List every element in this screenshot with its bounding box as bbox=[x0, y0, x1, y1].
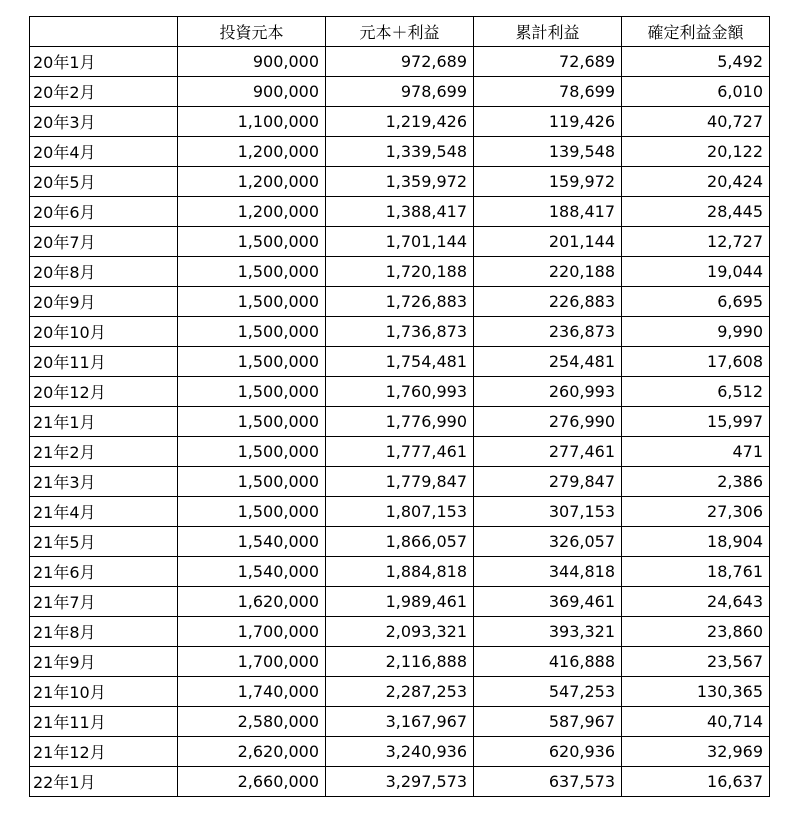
cell-realized-profit: 17,608 bbox=[622, 347, 770, 377]
table-row bbox=[30, 317, 770, 347]
cell-cumulative-profit: 139,548 bbox=[474, 137, 622, 167]
cell-realized-profit: 9,990 bbox=[622, 317, 770, 347]
table-row bbox=[30, 77, 770, 107]
investment-table bbox=[29, 16, 770, 797]
cell-month: 20年1月 bbox=[30, 47, 178, 77]
cell-month: 21年8月 bbox=[30, 617, 178, 647]
cell-principal: 1,500,000 bbox=[178, 317, 326, 347]
cell-cumulative-profit: 279,847 bbox=[474, 467, 622, 497]
cell-realized-profit: 28,445 bbox=[622, 197, 770, 227]
table-row bbox=[30, 677, 770, 707]
cell-cumulative-profit: 307,153 bbox=[474, 497, 622, 527]
table-row bbox=[30, 47, 770, 77]
cell-principal: 1,500,000 bbox=[178, 257, 326, 287]
table-row bbox=[30, 557, 770, 587]
table-row bbox=[30, 377, 770, 407]
cell-realized-profit: 23,567 bbox=[622, 647, 770, 677]
cell-month: 21年1月 bbox=[30, 407, 178, 437]
cell-principal: 2,620,000 bbox=[178, 737, 326, 767]
cell-realized-profit: 40,727 bbox=[622, 107, 770, 137]
cell-principal-plus-profit: 1,754,481 bbox=[326, 347, 474, 377]
cell-month: 20年12月 bbox=[30, 377, 178, 407]
cell-month: 20年9月 bbox=[30, 287, 178, 317]
cell-principal-plus-profit: 1,736,873 bbox=[326, 317, 474, 347]
cell-month: 20年10月 bbox=[30, 317, 178, 347]
cell-cumulative-profit: 276,990 bbox=[474, 407, 622, 437]
cell-principal-plus-profit: 1,866,057 bbox=[326, 527, 474, 557]
table-row bbox=[30, 167, 770, 197]
cell-cumulative-profit: 393,321 bbox=[474, 617, 622, 647]
cell-month: 20年3月 bbox=[30, 107, 178, 137]
cell-principal-plus-profit: 972,689 bbox=[326, 47, 474, 77]
cell-cumulative-profit: 260,993 bbox=[474, 377, 622, 407]
cell-cumulative-profit: 277,461 bbox=[474, 437, 622, 467]
cell-principal: 1,500,000 bbox=[178, 437, 326, 467]
cell-principal-plus-profit: 1,339,548 bbox=[326, 137, 474, 167]
cell-cumulative-profit: 637,573 bbox=[474, 767, 622, 797]
cell-principal: 1,740,000 bbox=[178, 677, 326, 707]
table-row bbox=[30, 437, 770, 467]
cell-realized-profit: 471 bbox=[622, 437, 770, 467]
cell-principal-plus-profit: 1,779,847 bbox=[326, 467, 474, 497]
cell-realized-profit: 20,424 bbox=[622, 167, 770, 197]
cell-principal-plus-profit: 1,760,993 bbox=[326, 377, 474, 407]
cell-cumulative-profit: 344,818 bbox=[474, 557, 622, 587]
cell-cumulative-profit: 587,967 bbox=[474, 707, 622, 737]
cell-principal: 2,580,000 bbox=[178, 707, 326, 737]
cell-cumulative-profit: 159,972 bbox=[474, 167, 622, 197]
header-principal: 投資元本 bbox=[178, 17, 326, 47]
cell-realized-profit: 18,761 bbox=[622, 557, 770, 587]
cell-month: 21年5月 bbox=[30, 527, 178, 557]
cell-principal: 2,660,000 bbox=[178, 767, 326, 797]
cell-realized-profit: 15,997 bbox=[622, 407, 770, 437]
header-row bbox=[30, 17, 770, 47]
cell-cumulative-profit: 72,689 bbox=[474, 47, 622, 77]
table-row bbox=[30, 257, 770, 287]
cell-realized-profit: 19,044 bbox=[622, 257, 770, 287]
cell-month: 21年12月 bbox=[30, 737, 178, 767]
table-row bbox=[30, 137, 770, 167]
cell-cumulative-profit: 236,873 bbox=[474, 317, 622, 347]
cell-principal-plus-profit: 1,701,144 bbox=[326, 227, 474, 257]
cell-month: 20年8月 bbox=[30, 257, 178, 287]
cell-principal-plus-profit: 1,777,461 bbox=[326, 437, 474, 467]
cell-principal-plus-profit: 1,726,883 bbox=[326, 287, 474, 317]
cell-realized-profit: 18,904 bbox=[622, 527, 770, 557]
cell-principal-plus-profit: 1,989,461 bbox=[326, 587, 474, 617]
cell-realized-profit: 20,122 bbox=[622, 137, 770, 167]
cell-principal-plus-profit: 3,297,573 bbox=[326, 767, 474, 797]
cell-month: 21年11月 bbox=[30, 707, 178, 737]
cell-principal: 1,500,000 bbox=[178, 497, 326, 527]
cell-realized-profit: 2,386 bbox=[622, 467, 770, 497]
table-row bbox=[30, 407, 770, 437]
cell-principal-plus-profit: 3,240,936 bbox=[326, 737, 474, 767]
table-row bbox=[30, 107, 770, 137]
cell-principal: 1,500,000 bbox=[178, 347, 326, 377]
cell-month: 21年10月 bbox=[30, 677, 178, 707]
cell-cumulative-profit: 369,461 bbox=[474, 587, 622, 617]
cell-cumulative-profit: 620,936 bbox=[474, 737, 622, 767]
cell-principal-plus-profit: 1,807,153 bbox=[326, 497, 474, 527]
table-row bbox=[30, 737, 770, 767]
cell-month: 20年2月 bbox=[30, 77, 178, 107]
cell-month: 20年6月 bbox=[30, 197, 178, 227]
cell-month: 21年7月 bbox=[30, 587, 178, 617]
cell-principal: 1,540,000 bbox=[178, 527, 326, 557]
cell-realized-profit: 5,492 bbox=[622, 47, 770, 77]
cell-realized-profit: 130,365 bbox=[622, 677, 770, 707]
table-row bbox=[30, 467, 770, 497]
cell-realized-profit: 16,637 bbox=[622, 767, 770, 797]
cell-principal-plus-profit: 1,388,417 bbox=[326, 197, 474, 227]
table-row bbox=[30, 197, 770, 227]
cell-realized-profit: 40,714 bbox=[622, 707, 770, 737]
table-row bbox=[30, 287, 770, 317]
cell-principal: 1,200,000 bbox=[178, 197, 326, 227]
table-row bbox=[30, 497, 770, 527]
cell-principal: 1,700,000 bbox=[178, 617, 326, 647]
table-row bbox=[30, 227, 770, 257]
cell-principal: 1,500,000 bbox=[178, 377, 326, 407]
cell-cumulative-profit: 226,883 bbox=[474, 287, 622, 317]
cell-cumulative-profit: 201,144 bbox=[474, 227, 622, 257]
cell-realized-profit: 32,969 bbox=[622, 737, 770, 767]
cell-month: 21年9月 bbox=[30, 647, 178, 677]
cell-month: 20年4月 bbox=[30, 137, 178, 167]
cell-principal: 1,500,000 bbox=[178, 227, 326, 257]
cell-principal-plus-profit: 2,287,253 bbox=[326, 677, 474, 707]
cell-month: 21年2月 bbox=[30, 437, 178, 467]
cell-month: 20年11月 bbox=[30, 347, 178, 377]
cell-principal: 1,700,000 bbox=[178, 647, 326, 677]
cell-month: 21年6月 bbox=[30, 557, 178, 587]
cell-month: 20年5月 bbox=[30, 167, 178, 197]
cell-realized-profit: 23,860 bbox=[622, 617, 770, 647]
cell-principal: 1,200,000 bbox=[178, 137, 326, 167]
cell-principal: 1,540,000 bbox=[178, 557, 326, 587]
cell-month: 21年4月 bbox=[30, 497, 178, 527]
cell-principal: 1,500,000 bbox=[178, 407, 326, 437]
cell-realized-profit: 24,643 bbox=[622, 587, 770, 617]
cell-principal: 1,200,000 bbox=[178, 167, 326, 197]
table-body bbox=[30, 47, 770, 797]
cell-month: 20年7月 bbox=[30, 227, 178, 257]
table-row bbox=[30, 587, 770, 617]
cell-cumulative-profit: 326,057 bbox=[474, 527, 622, 557]
cell-cumulative-profit: 119,426 bbox=[474, 107, 622, 137]
cell-realized-profit: 6,010 bbox=[622, 77, 770, 107]
cell-month: 22年1月 bbox=[30, 767, 178, 797]
cell-principal: 900,000 bbox=[178, 77, 326, 107]
cell-principal-plus-profit: 1,776,990 bbox=[326, 407, 474, 437]
cell-principal: 900,000 bbox=[178, 47, 326, 77]
cell-principal-plus-profit: 2,093,321 bbox=[326, 617, 474, 647]
table-row bbox=[30, 767, 770, 797]
cell-cumulative-profit: 547,253 bbox=[474, 677, 622, 707]
table-row bbox=[30, 707, 770, 737]
cell-cumulative-profit: 220,188 bbox=[474, 257, 622, 287]
cell-realized-profit: 12,727 bbox=[622, 227, 770, 257]
header-principal-plus-profit: 元本＋利益 bbox=[326, 17, 474, 47]
cell-cumulative-profit: 254,481 bbox=[474, 347, 622, 377]
header-realized-profit: 確定利益金額 bbox=[622, 17, 770, 47]
cell-month: 21年3月 bbox=[30, 467, 178, 497]
header-cumulative-profit: 累計利益 bbox=[474, 17, 622, 47]
header-month bbox=[30, 17, 178, 47]
cell-realized-profit: 6,512 bbox=[622, 377, 770, 407]
cell-principal-plus-profit: 978,699 bbox=[326, 77, 474, 107]
cell-principal-plus-profit: 1,219,426 bbox=[326, 107, 474, 137]
table-row bbox=[30, 617, 770, 647]
cell-principal: 1,620,000 bbox=[178, 587, 326, 617]
table-row bbox=[30, 347, 770, 377]
cell-realized-profit: 6,695 bbox=[622, 287, 770, 317]
cell-principal: 1,100,000 bbox=[178, 107, 326, 137]
cell-principal-plus-profit: 2,116,888 bbox=[326, 647, 474, 677]
cell-principal: 1,500,000 bbox=[178, 287, 326, 317]
cell-cumulative-profit: 188,417 bbox=[474, 197, 622, 227]
cell-principal-plus-profit: 3,167,967 bbox=[326, 707, 474, 737]
cell-principal-plus-profit: 1,884,818 bbox=[326, 557, 474, 587]
cell-principal-plus-profit: 1,720,188 bbox=[326, 257, 474, 287]
table-row bbox=[30, 527, 770, 557]
cell-cumulative-profit: 416,888 bbox=[474, 647, 622, 677]
cell-realized-profit: 27,306 bbox=[622, 497, 770, 527]
cell-principal-plus-profit: 1,359,972 bbox=[326, 167, 474, 197]
cell-principal: 1,500,000 bbox=[178, 467, 326, 497]
cell-cumulative-profit: 78,699 bbox=[474, 77, 622, 107]
table-row bbox=[30, 647, 770, 677]
